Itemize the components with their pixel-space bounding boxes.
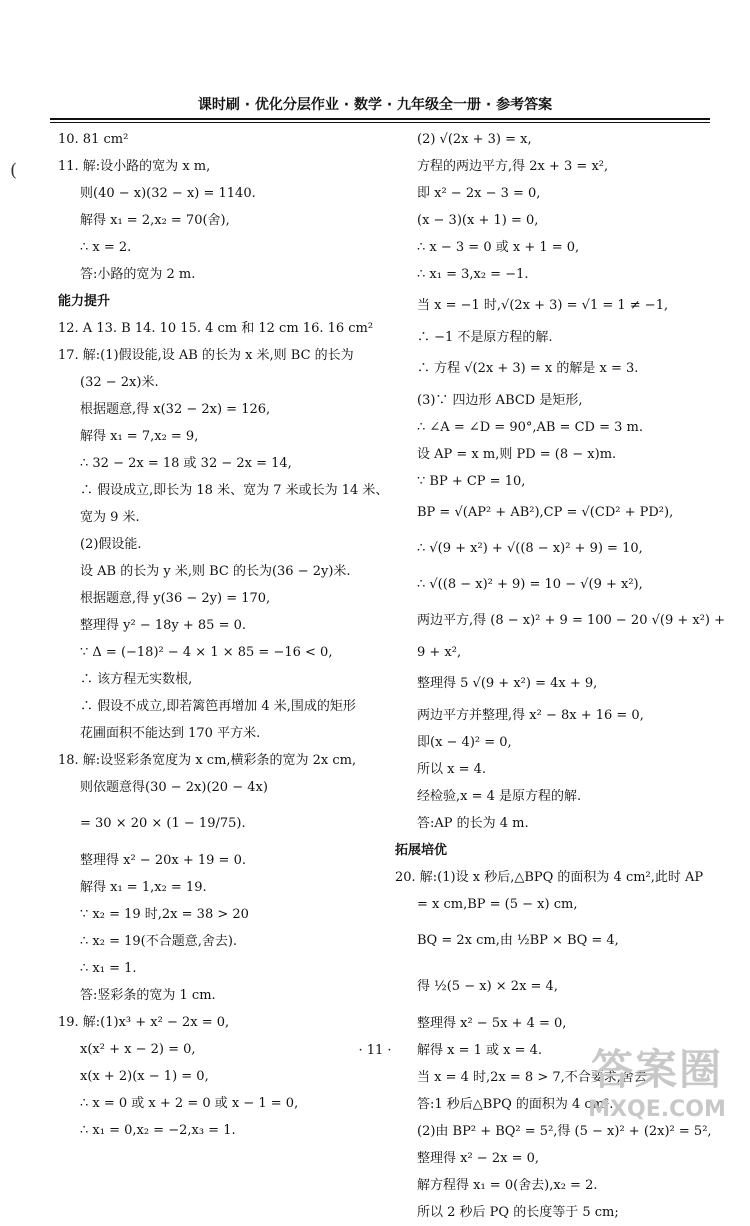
answer-line: ∵ Δ = (−18)² − 4 × 1 × 85 = −16 < 0, <box>80 645 333 660</box>
page-header: 课时刷 · 优化分层作业 · 数学 · 九年级全一册 · 参考答案 <box>197 97 553 113</box>
answer-line: 20. 解:(1)设 x 秒后,△BPQ 的面积为 4 cm²,此时 AP <box>395 870 704 885</box>
answer-line: 即 x² − 2x − 3 = 0, <box>417 186 541 201</box>
answer-line: ∴ 该方程无实数根, <box>80 672 193 687</box>
answer-line: (2)假设能. <box>80 537 142 552</box>
answer-line: 答:AP 的长为 4 m. <box>417 816 529 831</box>
answer-line: ∴ √((8 − x)² + 9) = 10 − √(9 + x²), <box>417 577 643 592</box>
header-rule-thick <box>50 118 710 120</box>
answer-line: 两边平方并整理,得 x² − 8x + 16 = 0, <box>417 708 644 723</box>
answer-line: 两边平方,得 (8 − x)² + 9 = 100 − 20 √(9 + x²) + <box>417 613 726 628</box>
answer-line: 所以 x = 4. <box>417 762 487 777</box>
answer-line: 10. 81 cm² <box>58 132 129 147</box>
page-number: · 11 · <box>358 1043 392 1058</box>
answer-line: 整理得 5 √(9 + x²) = 4x + 9, <box>417 676 598 691</box>
answer-line: ∴ 假设成立,即长为 18 米、宽为 7 米或长为 14 米、 <box>80 483 389 498</box>
answer-line: ∴ 方程 √(2x + 3) = x 的解是 x = 3. <box>417 361 639 376</box>
answer-line: 整理得 x² − 20x + 19 = 0. <box>80 853 246 868</box>
answer-line: 整理得 y² − 18y + 85 = 0. <box>80 618 246 633</box>
answer-line: 所以 2 秒后 PQ 的长度等于 5 cm; <box>417 1205 619 1220</box>
answer-line: ∴ x = 0 或 x + 2 = 0 或 x − 1 = 0, <box>80 1096 299 1111</box>
answer-line: 答:1 秒后△BPQ 的面积为 4 cm². <box>417 1097 614 1112</box>
answer-line: 设 AB 的长为 y 米,则 BC 的长为(36 − 2y)米. <box>80 564 351 579</box>
answer-line: 9 + x², <box>417 645 462 660</box>
answer-line: 当 x = −1 时,√(2x + 3) = √1 = 1 ≠ −1, <box>417 298 669 313</box>
answer-line: 18. 解:设竖彩条宽度为 x cm,横彩条的宽为 2x cm, <box>58 753 357 768</box>
answer-line: 得 ½(5 − x) × 2x = 4, <box>417 979 558 994</box>
answer-line: 整理得 x² − 2x = 0, <box>417 1151 539 1166</box>
answer-line: (2)由 BP² + BQ² = 5²,得 (5 − x)² + (2x)² = 5², <box>417 1124 712 1139</box>
answer-line: 17. 解:(1)假设能,设 AB 的长为 x 米,则 BC 的长为 <box>58 348 354 363</box>
answer-line: ∴ x = 2. <box>80 240 132 255</box>
answer-line: ∴ x − 3 = 0 或 x + 1 = 0, <box>417 240 580 255</box>
answer-line: 整理得 x² − 5x + 4 = 0, <box>417 1016 567 1031</box>
header-rule-thin <box>50 122 710 123</box>
section-heading: 拓展培优 <box>395 843 448 858</box>
answer-line: 当 x = 4 时,2x = 8 > 7,不合要求,舍去. <box>417 1070 652 1085</box>
answer-line: 解得 x₁ = 1,x₂ = 19. <box>80 880 207 895</box>
edge-mark: ( <box>10 160 18 181</box>
answer-line: ∴ √(9 + x²) + √((8 − x)² + 9) = 10, <box>417 541 643 556</box>
answer-line: = 30 × 20 × (1 − 19/75). <box>80 816 246 831</box>
left-column <box>58 126 389 1144</box>
answer-line: 12. A 13. B 14. 10 15. 4 cm 和 12 cm 16. 16 cm² <box>58 321 374 336</box>
watermark-logo: 答案圈 <box>590 1045 723 1094</box>
answer-line: 花圃面积不能达到 170 平方米. <box>80 726 261 741</box>
answer-line: (x − 3)(x + 1) = 0, <box>417 213 539 228</box>
answer-line: 设 AP = x m,则 PD = (8 − x)m. <box>417 447 617 462</box>
answer-line: 即(x − 4)² = 0, <box>417 735 512 750</box>
answer-line: 经检验,x = 4 是原方程的解. <box>417 789 582 804</box>
answer-line: 则(40 − x)(32 − x) = 1140. <box>80 186 256 201</box>
answer-line: (32 − 2x)米. <box>80 375 159 390</box>
answer-line: ∴ x₁ = 0,x₂ = −2,x₃ = 1. <box>80 1123 236 1138</box>
answer-line: 解得 x = 1 或 x = 4. <box>417 1043 543 1058</box>
answer-line: BQ = 2x cm,由 ½BP × BQ = 4, <box>417 933 619 948</box>
answer-line: 19. 解:(1)x³ + x² − 2x = 0, <box>58 1015 230 1030</box>
answer-line: ∵ BP + CP = 10, <box>417 474 526 489</box>
answer-line: ∴ ∠A = ∠D = 90°,AB = CD = 3 m. <box>417 420 643 435</box>
answer-line: 答:小路的宽为 2 m. <box>80 267 196 282</box>
watermark-url: MXQE.COM <box>588 1097 726 1122</box>
section-heading: 能力提升 <box>58 294 111 309</box>
answer-line: x(x + 2)(x − 1) = 0, <box>80 1069 209 1084</box>
answer-line: 解得 x₁ = 7,x₂ = 9, <box>80 429 199 444</box>
answer-line: 根据题意,得 y(36 − 2y) = 170, <box>80 591 271 606</box>
answer-line: 解方程得 x₁ = 0(舍去),x₂ = 2. <box>417 1178 598 1193</box>
answer-line: ∴ 32 − 2x = 18 或 32 − 2x = 14, <box>80 456 292 471</box>
watermark <box>582 1044 732 1136</box>
answer-line: 11. 解:设小路的宽为 x m, <box>58 159 211 174</box>
answer-line: 答:竖彩条的宽为 1 cm. <box>80 988 216 1003</box>
answer-line: ∴ x₂ = 19(不合题意,舍去). <box>80 934 238 949</box>
answer-line: ∴ x₁ = 1. <box>80 961 137 976</box>
answer-line: 方程的两边平方,得 2x + 3 = x², <box>417 159 609 174</box>
answer-line: x(x² + x − 2) = 0, <box>80 1042 196 1057</box>
answer-line: 宽为 9 米. <box>80 510 140 525</box>
answer-line: 根据题意,得 x(32 − 2x) = 126, <box>80 402 271 417</box>
answer-line: 解得 x₁ = 2,x₂ = 70(舍), <box>80 213 230 228</box>
answer-line: ∴ −1 不是原方程的解. <box>417 330 553 345</box>
answer-line: (3)∵ 四边形 ABCD 是矩形, <box>417 393 583 408</box>
answer-line: ∴ 假设不成立,即若篱笆再增加 4 米,围成的矩形 <box>80 699 356 714</box>
answer-line: (2) √(2x + 3) = x, <box>417 132 532 147</box>
answer-line: BP = √(AP² + AB²),CP = √(CD² + PD²), <box>417 505 674 520</box>
answer-line: = x cm,BP = (5 − x) cm, <box>417 897 578 912</box>
answer-line: ∴ x₁ = 3,x₂ = −1. <box>417 267 529 282</box>
answer-line: ∵ x₂ = 19 时,2x = 38 > 20 <box>80 907 249 922</box>
answer-line: 则依题意得(30 − 2x)(20 − 4x) <box>80 780 268 795</box>
